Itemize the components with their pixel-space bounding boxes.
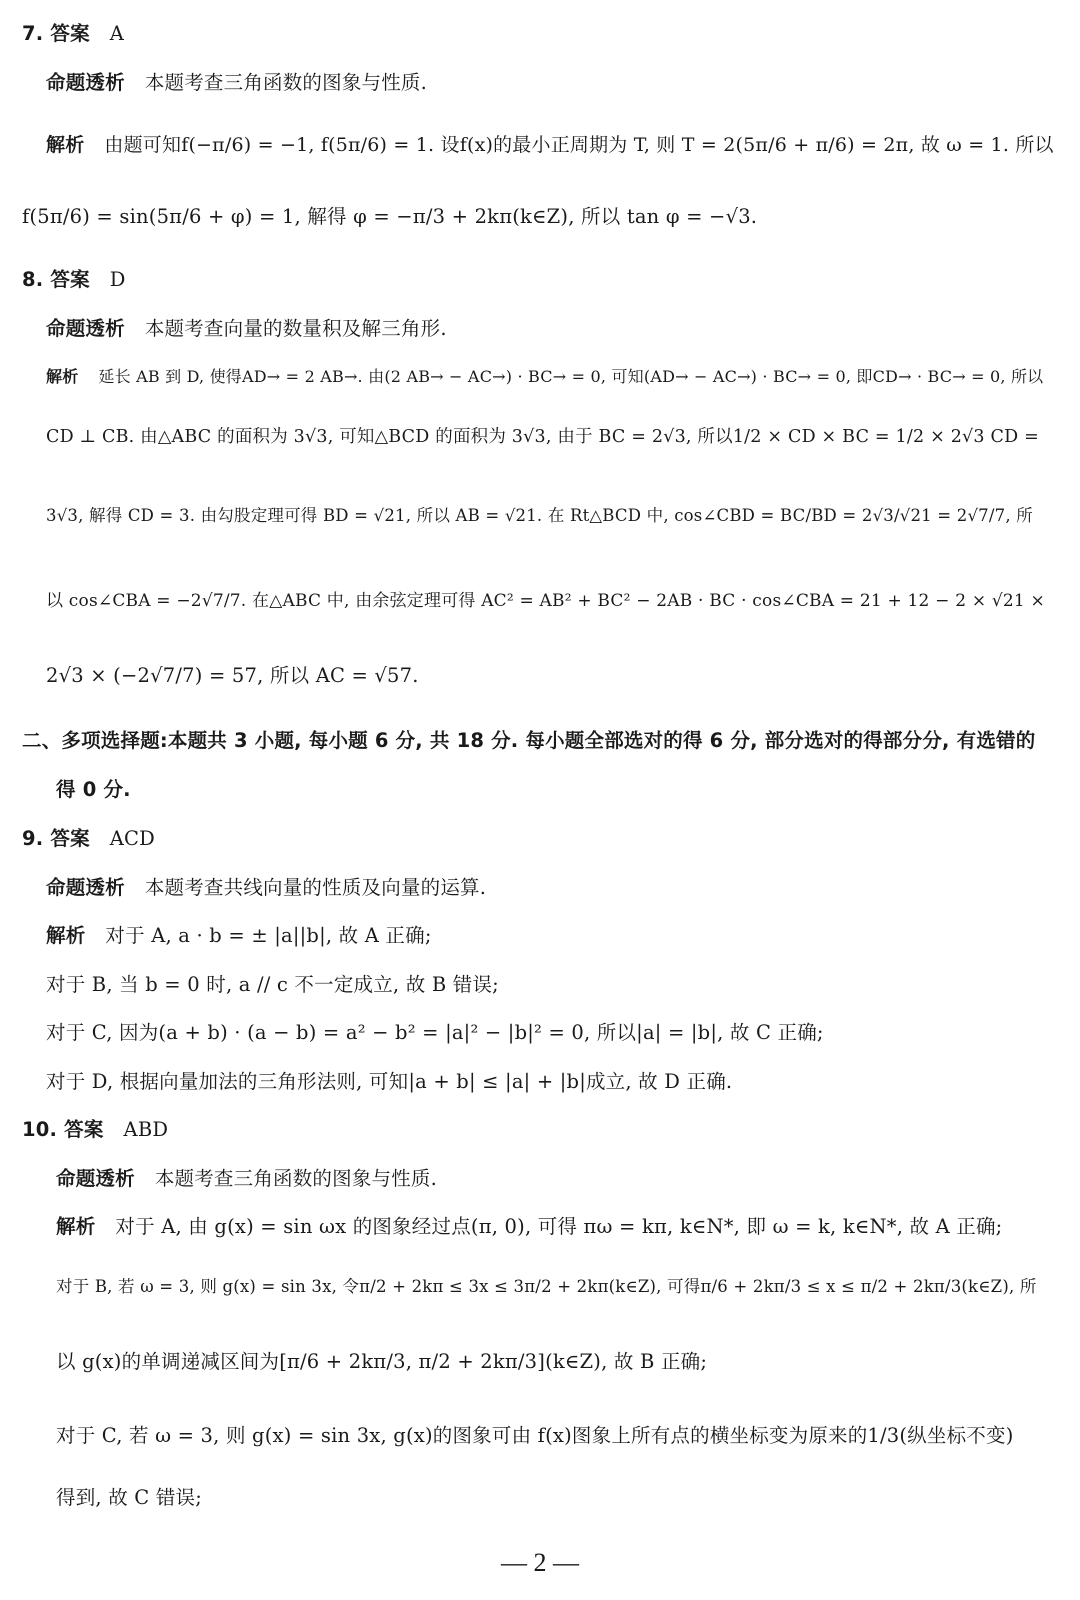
q7-solution-line: f(5π/6) = sin(5π/6 + φ) = 1, 解得 φ = −π/3 + 2kπ(k∈Z), 所以 tan φ = −√3. [22,205,758,228]
q9-intent-label: 命题透析 [46,876,125,899]
q8-solution-line: 3√3, 解得 CD = 3. 由勾股定理可得 BD = √21, 所以 AB = √21. 在 Rt△BCD 中, cos∠CBD = BC/BD = 2√3/√21 = 2√7/7, 所 [46,506,1033,525]
q7-solution-line [46,131,1056,159]
q8-answer-line [22,266,1056,294]
q8-solution-line: 以 cos∠CBA = −2√7/7. 在△ABC 中, 由余弦定理可得 AC² = AB² + BC² − 2AB · BC · cos∠CBA = 21 + 12 − 2 × √21 × [46,591,1045,611]
q10-answer-label: 10. 答案 [22,1118,104,1141]
q8-answer-label: 8. 答案 [22,268,90,291]
q9-answer: ACD [109,827,156,850]
q9-answer-label: 9. 答案 [22,827,90,850]
q8-answer: D [109,268,126,291]
q9-solution-line: 对于 C, 因为(a + b) · (a − b) = a² − b² = |a|² − |b|² = 0, 所以|a| = |b|, 故 C 正确; [46,1021,824,1044]
q7-answer-label: 7. 答案 [22,22,90,45]
q9-intent: 本题考查共线向量的性质及向量的运算. [144,876,487,899]
q10-intent-label: 命题透析 [56,1167,135,1190]
q8-solution-line [46,363,1056,391]
q10-intent: 本题考查三角函数的图象与性质. [154,1167,438,1190]
q8-intent-label: 命题透析 [46,317,125,340]
q8-solution-text: 延长 AB 到 D, 使得AD→ = 2 AB→. 由(2 AB→ − AC→) · BC→ = 0, 可知(AD→ − AC→) · BC→ = 0, 即CD→ · BC→ = 0, 所以 [98,367,1044,386]
q9-intent-line [46,874,1056,902]
q7-answer-line [22,20,1056,48]
q9-answer-line [22,825,1056,853]
q10-solution-line: 得到, 故 C 错误; [56,1486,202,1509]
page-number: — 2 — [501,1548,579,1577]
q8-solution-line: CD ⊥ CB. 由△ABC 的面积为 3√3, 可知△BCD 的面积为 3√3, 由于 BC = 2√3, 所以1/2 × CD × BC = 1/2 × 2√3 CD = [46,427,1039,447]
q7-intent-line [46,69,1056,97]
q10-solution-line [56,1213,1056,1241]
q10-solution-line: 对于 B, 若 ω = 3, 则 g(x) = sin 3x, 令π/2 + 2kπ ≤ 3x ≤ 3π/2 + 2kπ(k∈Z), 可得π/6 + 2kπ/3 ≤ x ≤ π/2 + 2kπ/3(k∈Z), 所 [56,1277,1037,1296]
q7-answer: A [109,22,125,45]
q9-solution-label: 解析 [46,924,86,947]
q7-intent-label: 命题透析 [46,71,125,94]
q10-solution-line: 以 g(x)的单调递减区间为[π/6 + 2kπ/3, π/2 + 2kπ/3](k∈Z), 故 B 正确; [56,1350,708,1373]
section-heading-cont: 得 0 分. [56,778,131,801]
q10-answer: ABD [123,1118,169,1141]
section-heading: 二、多项选择题:本题共 3 小题, 每小题 6 分, 共 18 分. 每小题全部选对的得 6 分, 部分选对的得部分分, 有选错的 [22,729,1036,752]
q8-intent-line [46,315,1056,343]
q10-solution-label: 解析 [56,1215,96,1238]
q7-solution-text: 由题可知f(−π/6) = −1, f(5π/6) = 1. 设f(x)的最小正周期为 T, 则 T = 2(5π/6 + π/6) = 2π, 故 ω = 1. 所以 [104,134,1054,156]
q7-intent: 本题考查三角函数的图象与性质. [144,71,428,94]
q10-solution-text: 对于 A, 由 g(x) = sin ωx 的图象经过点(π, 0), 可得 πω = kπ, k∈N*, 即 ω = k, k∈N*, 故 A 正确; [115,1215,1003,1238]
q8-solution-line: 2√3 × (−2√7/7) = 57, 所以 AC = √57. [46,664,419,687]
q9-solution-line [46,922,1056,950]
q10-solution-line: 对于 C, 若 ω = 3, 则 g(x) = sin 3x, g(x)的图象可由 f(x)图象上所有点的横坐标变为原来的1/3(纵坐标不变) [56,1424,1014,1447]
q10-answer-line [22,1116,1056,1144]
q9-solution-line: 对于 B, 当 b = 0 时, a // c 不一定成立, 故 B 错误; [46,973,499,996]
q8-solution-label: 解析 [46,367,79,386]
q9-solution-line: 对于 D, 根据向量加法的三角形法则, 可知|a + b| ≤ |a| + |b|成立, 故 D 正确. [46,1070,733,1093]
q10-intent-line [56,1165,1056,1193]
q8-intent: 本题考查向量的数量积及解三角形. [144,317,447,340]
q7-solution-label: 解析 [46,134,85,156]
q9-solution-text: 对于 A, a · b = ± |a||b|, 故 A 正确; [105,924,432,947]
